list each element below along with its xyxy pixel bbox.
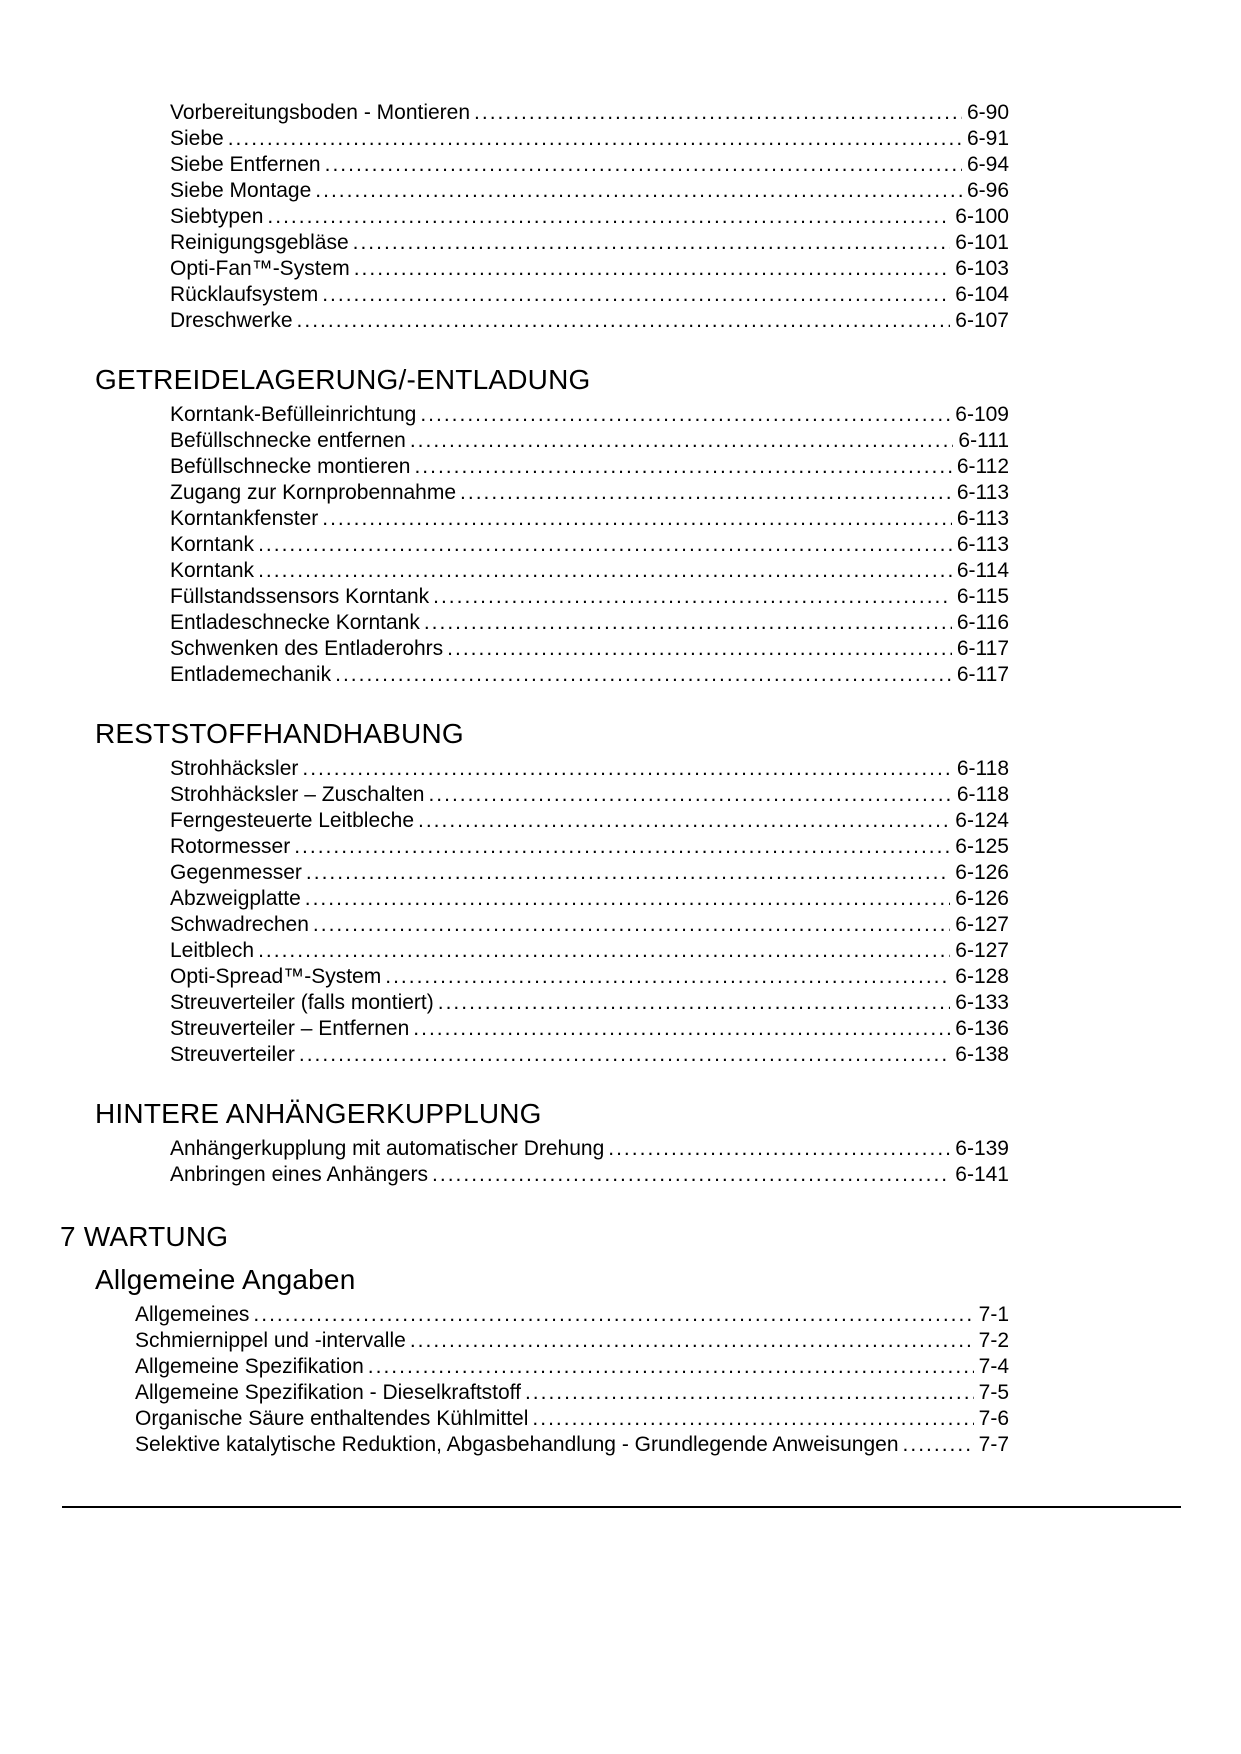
entry-page-number: 6-126: [955, 887, 1009, 910]
entry-page-number: 6-94: [966, 153, 1009, 176]
entry-page-number: 6-118: [956, 783, 1009, 806]
entry-list: [170, 756, 1009, 1068]
entry-page-number: 6-115: [956, 585, 1009, 608]
dot-leader: [525, 1380, 974, 1406]
entry-page-number: 6-112: [956, 455, 1009, 478]
toc-entry[interactable]: [170, 964, 1009, 990]
subsection-heading: Allgemeine Angaben: [95, 1264, 356, 1295]
dot-leader: [322, 282, 950, 308]
toc-entry[interactable]: [135, 1354, 1009, 1380]
footer-rule: [62, 1506, 1181, 1508]
toc-entry[interactable]: [170, 782, 1009, 808]
dot-leader: [385, 964, 950, 990]
entry-list: [170, 402, 1009, 688]
entry-page-number: 7-6: [978, 1407, 1009, 1430]
entry-title: Entladeschnecke Korntank: [170, 611, 420, 634]
toc-entry[interactable]: [170, 1042, 1009, 1068]
toc-entry[interactable]: [170, 808, 1009, 834]
entry-title: Befüllschnecke montieren: [170, 455, 411, 478]
toc-entry[interactable]: [135, 1328, 1009, 1354]
dot-leader: [228, 126, 962, 152]
toc-entry[interactable]: [135, 1406, 1009, 1432]
entry-title: Opti-Spread™-System: [170, 965, 382, 988]
dot-leader: [410, 428, 954, 454]
entry-title: Korntankfenster: [170, 507, 319, 530]
entry-page-number: 6-113: [956, 533, 1009, 556]
toc-entry[interactable]: [170, 636, 1009, 662]
toc-entry[interactable]: [170, 178, 1009, 204]
section-heading: RESTSTOFFHANDHABUNG: [95, 718, 464, 749]
entry-page-number: 6-101: [955, 231, 1009, 254]
entry-title: Opti-Fan™-System: [170, 257, 350, 280]
entry-page-number: 6-138: [955, 1043, 1009, 1066]
entry-title: Streuverteiler (falls montiert): [170, 991, 434, 1014]
dot-leader: [413, 1016, 950, 1042]
entry-title: Schwadrechen: [170, 913, 309, 936]
dot-leader: [267, 204, 950, 230]
dot-leader: [418, 808, 950, 834]
entry-title: Siebe Entfernen: [170, 153, 321, 176]
dot-leader: [608, 1136, 950, 1162]
toc-entry[interactable]: [170, 100, 1009, 126]
dot-leader: [322, 506, 952, 532]
toc-entry[interactable]: [135, 1302, 1009, 1328]
toc-entry[interactable]: [170, 256, 1009, 282]
toc-entry[interactable]: [170, 506, 1009, 532]
entry-title: Allgemeines: [135, 1303, 250, 1326]
entry-title: Anhängerkupplung mit automatischer Drehung: [170, 1137, 605, 1160]
entry-title: Zugang zur Kornprobennahme: [170, 481, 457, 504]
toc-entry[interactable]: [170, 886, 1009, 912]
dot-leader: [302, 756, 951, 782]
entry-page-number: 7-4: [978, 1355, 1009, 1378]
entry-page-number: 6-107: [955, 309, 1009, 332]
dot-leader: [428, 782, 951, 808]
section-heading: HINTERE ANHÄNGERKUPPLUNG: [95, 1098, 542, 1129]
entry-title: Organische Säure enthaltendes Kühlmittel: [135, 1407, 529, 1430]
toc-entry[interactable]: [170, 454, 1009, 480]
entry-page-number: 7-2: [978, 1329, 1009, 1352]
entry-page-number: 6-111: [958, 429, 1009, 452]
dot-leader: [438, 990, 951, 1016]
entry-page-number: 6-96: [966, 179, 1009, 202]
entry-title: Siebe Montage: [170, 179, 312, 202]
dot-leader: [313, 912, 950, 938]
toc-entry[interactable]: [170, 532, 1009, 558]
dot-leader: [297, 308, 951, 334]
entry-page-number: 6-118: [956, 757, 1009, 780]
entry-page-number: 6-127: [955, 913, 1009, 936]
dot-leader: [460, 480, 952, 506]
toc-block: [0, 362, 1241, 688]
entry-page-number: 6-133: [955, 991, 1009, 1014]
entry-page-number: 6-139: [955, 1137, 1009, 1160]
entry-page-number: 6-126: [955, 861, 1009, 884]
entry-title: Korntank: [170, 533, 255, 556]
dot-leader: [414, 454, 951, 480]
dot-leader: [474, 100, 962, 126]
entry-page-number: 6-113: [956, 507, 1009, 530]
entry-page-number: 6-125: [955, 835, 1009, 858]
toc-entry[interactable]: [170, 558, 1009, 584]
dot-leader: [258, 558, 952, 584]
entry-title: Reinigungsgebläse: [170, 231, 349, 254]
entry-title: Vorbereitungsboden - Montieren: [170, 101, 471, 124]
toc-entry[interactable]: [170, 308, 1009, 334]
chapter-heading: 7 WARTUNG: [60, 1221, 229, 1252]
entry-page-number: 7-5: [978, 1381, 1009, 1404]
entry-title: Dreschwerke: [170, 309, 293, 332]
entry-title: Korntank: [170, 559, 255, 582]
toc-block: [0, 1096, 1241, 1188]
entry-page-number: 6-116: [956, 611, 1009, 634]
entry-title: Korntank-Befülleinrichtung: [170, 403, 417, 426]
entry-title: Allgemeine Spezifikation: [135, 1355, 364, 1378]
entry-page-number: 6-114: [956, 559, 1009, 582]
dot-leader: [447, 636, 952, 662]
dot-leader: [354, 256, 951, 282]
toc-entry[interactable]: [170, 610, 1009, 636]
toc-entry[interactable]: [170, 402, 1009, 428]
toc-block: [0, 100, 1241, 334]
toc-entry[interactable]: [170, 938, 1009, 964]
dot-leader: [315, 178, 962, 204]
dot-leader: [325, 152, 962, 178]
entry-page-number: 7-1: [978, 1303, 1009, 1326]
toc-entry[interactable]: [170, 834, 1009, 860]
toc-block: [0, 716, 1241, 1068]
entry-page-number: 6-117: [956, 637, 1009, 660]
entry-title: Selektive katalytische Reduktion, Abgasbehandlung - Grundlegende Anweisungen: [135, 1433, 899, 1456]
entry-title: Befüllschnecke entfernen: [170, 429, 406, 452]
toc-entry[interactable]: [170, 662, 1009, 688]
toc-entry[interactable]: [170, 282, 1009, 308]
entry-page-number: 6-128: [955, 965, 1009, 988]
entry-page-number: 6-109: [955, 403, 1009, 426]
dot-leader: [410, 1328, 974, 1354]
toc-entry[interactable]: [170, 1136, 1009, 1162]
entry-title: Streuverteiler – Entfernen: [170, 1017, 410, 1040]
toc-entry[interactable]: [170, 428, 1009, 454]
entry-page-number: 6-127: [955, 939, 1009, 962]
toc-entry[interactable]: [170, 1162, 1009, 1188]
dot-leader: [532, 1406, 973, 1432]
dot-leader: [368, 1354, 974, 1380]
entry-page-number: 6-91: [966, 127, 1009, 150]
entry-page-number: 6-124: [955, 809, 1009, 832]
entry-title: Streuverteiler: [170, 1043, 295, 1066]
toc-entry[interactable]: [170, 480, 1009, 506]
toc-entry[interactable]: [170, 990, 1009, 1016]
entry-page-number: 6-104: [955, 283, 1009, 306]
entry-title: Anbringen eines Anhängers: [170, 1163, 429, 1186]
toc-entry[interactable]: [170, 756, 1009, 782]
dot-leader: [433, 584, 952, 610]
entry-page-number: 6-103: [955, 257, 1009, 280]
dot-leader: [420, 402, 950, 428]
dot-leader: [432, 1162, 950, 1188]
dot-leader: [353, 230, 951, 256]
entry-title: Rücklaufsystem: [170, 283, 319, 306]
entry-title: Siebe: [170, 127, 224, 150]
entry-page-number: 6-113: [956, 481, 1009, 504]
dot-leader: [258, 532, 952, 558]
entry-page-number: 6-117: [956, 663, 1009, 686]
entry-title: Rotormesser: [170, 835, 291, 858]
section-heading: GETREIDELAGERUNG/-ENTLADUNG: [95, 364, 591, 395]
toc-entry[interactable]: [135, 1380, 1009, 1406]
dot-leader: [253, 1302, 973, 1328]
toc-entry[interactable]: [170, 126, 1009, 152]
toc-entry[interactable]: [170, 152, 1009, 178]
entry-title: Strohhäcksler: [170, 757, 299, 780]
dot-leader: [424, 610, 952, 636]
toc-block: [0, 1262, 1241, 1458]
entry-page-number: 6-90: [966, 101, 1009, 124]
entry-title: Schwenken des Entladerohrs: [170, 637, 444, 660]
entry-page-number: 7-7: [978, 1433, 1009, 1456]
entry-page-number: 6-100: [955, 205, 1009, 228]
entry-title: Strohhäcksler – Zuschalten: [170, 783, 425, 806]
entry-title: Ferngesteuerte Leitbleche: [170, 809, 414, 832]
entry-title: Entlademechanik: [170, 663, 332, 686]
toc-entry[interactable]: [135, 1432, 1009, 1458]
toc-entry[interactable]: [170, 1016, 1009, 1042]
entry-list: [135, 1302, 1009, 1458]
entry-title: Allgemeine Spezifikation - Dieselkraftstoff: [135, 1381, 521, 1404]
entry-title: Schmiernippel und -intervalle: [135, 1329, 406, 1352]
entry-title: Füllstandssensors Korntank: [170, 585, 430, 608]
toc-entry[interactable]: [170, 204, 1009, 230]
toc-entry[interactable]: [170, 584, 1009, 610]
toc-entry[interactable]: [170, 912, 1009, 938]
dot-leader: [306, 860, 950, 886]
dot-leader: [335, 662, 952, 688]
entry-page-number: 6-136: [955, 1017, 1009, 1040]
entry-list: [170, 100, 1009, 334]
entry-title: Leitblech: [170, 939, 255, 962]
dot-leader: [305, 886, 951, 912]
toc-entry[interactable]: [170, 860, 1009, 886]
toc-block: [0, 1218, 1241, 1256]
entry-list: [170, 1136, 1009, 1188]
entry-title: Siebtypen: [170, 205, 264, 228]
dot-leader: [903, 1432, 974, 1458]
toc-entry[interactable]: [170, 230, 1009, 256]
entry-title: Gegenmesser: [170, 861, 302, 884]
entry-page-number: 6-141: [955, 1163, 1009, 1186]
dot-leader: [299, 1042, 950, 1068]
entry-title: Abzweigplatte: [170, 887, 301, 910]
dot-leader: [258, 938, 950, 964]
dot-leader: [294, 834, 950, 860]
